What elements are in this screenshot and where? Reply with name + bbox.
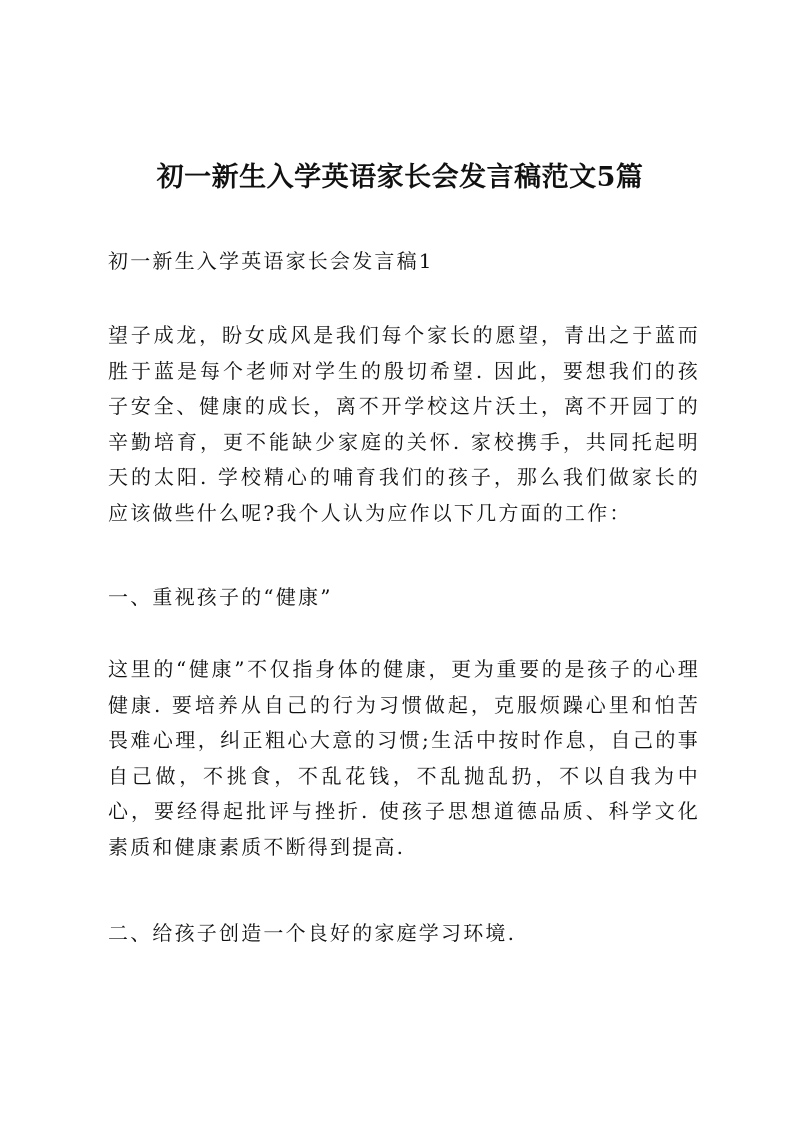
document-title: 初一新生入学英语家长会发言稿范文5篇 [156, 162, 644, 193]
section-heading-environment: 二、给孩子创造一个良好的家庭学习环境. [108, 921, 517, 945]
section-heading-health: 一、重视孩子的“健康” [108, 585, 333, 609]
health-paragraph: 这里的“健康”不仅指身体的健康，更为重要的是孩子的心理健康. 要培养从自己的行为习惯做起，克服烦躁心里和怕苦畏难心理，纠正粗心大意的习惯;生活中按时作息，自己的事自己做，不挑食，不乱花钱，不乱抛乱扔，不以自我为中心，要经得起批评与挫折. 使孩子思想道德品质、科学文化素质和健康素质不断得到提高. [108, 657, 700, 859]
intro-paragraph: 望子成龙，盼女成风是我们每个家长的愿望，青出之于蓝而胜于蓝是每个老师对学生的殷切希望. 因此，要想我们的孩子安全、健康的成长，离不开学校这片沃土，离不开园丁的辛勤培育，更不能缺少家庭的关怀. 家校携手，共同托起明天的太阳. 学校精心的哺育我们的孩子，那么我们做家长的应该做些什么呢?我个人认为应作以下几方面的工作： [108, 323, 700, 525]
article-subheading: 初一新生入学英语家长会发言稿1 [108, 249, 434, 273]
